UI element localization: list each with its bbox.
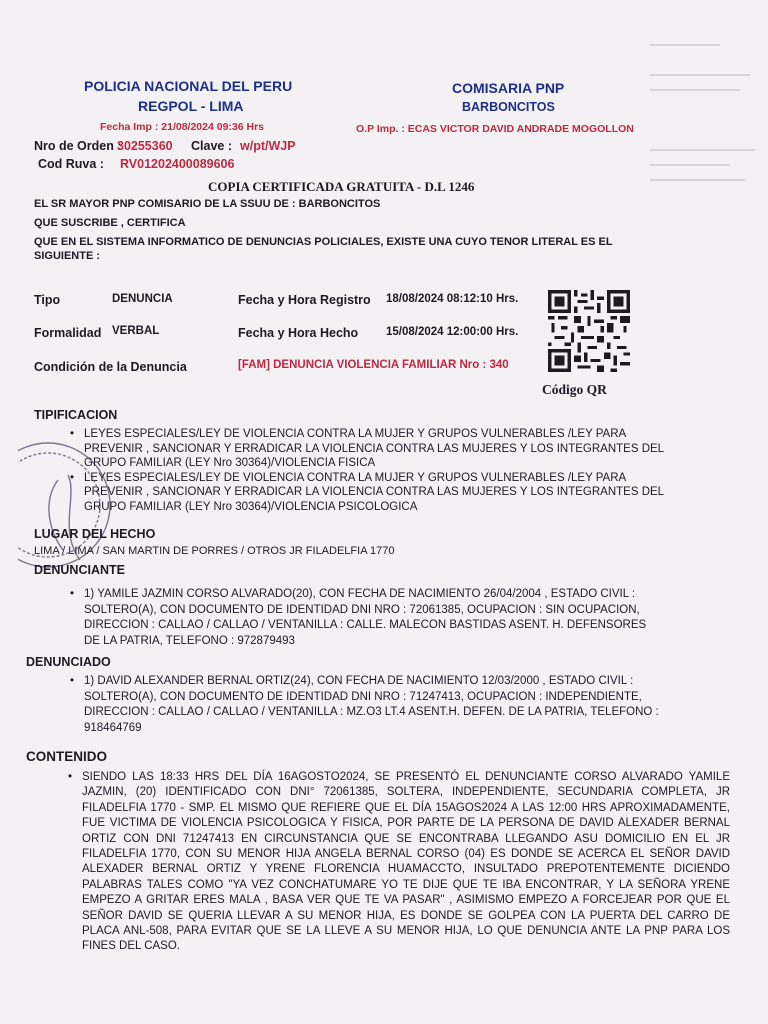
fecha-registro-value: 18/08/2024 08:12:10 Hrs. — [386, 293, 519, 305]
nro-orden-value: 30255360 — [117, 139, 173, 153]
fecha-registro-label: Fecha y Hora Registro — [238, 293, 371, 307]
intro-line-2: QUE SUSCRIBE , CERTIFICA — [34, 217, 186, 229]
cod-ruva-value: RV01202400089606 — [120, 157, 235, 171]
denunciado-title: DENUNCIADO — [26, 655, 111, 669]
tipificacion-item: • LEYES ESPECIALES/LEY DE VIOLENCIA CONTRA LA MUJER Y GRUPOS VULNERABLES /LEY PARA PREVENIR , SANCIONAR Y ERRADICAR LA VIOLENCIA CONTRA LAS MUJERES Y LOS INTEGRANTES DEL GRUPO FAMILIAR (LEY Nro 30364)/VIOLENCIA FISICA — [84, 427, 680, 471]
denunciado-list — [84, 674, 664, 736]
right-header-subtitle: BARBONCITOS — [462, 100, 555, 114]
qr-caption: Código QR — [542, 382, 607, 397]
bleed-through-ghost — [640, 30, 760, 210]
denunciante-item: • 1) YAMILE JAZMIN CORSO ALVARADO(20), CON FECHA DE NACIMIENTO 26/04/2004 , ESTADO CIVIL : SOLTERO(A), CON DOCUMENTO DE IDENTIDAD DNI NRO : 72061385, OCUPACION : SIN OCUPACION, DIRECCION : CALLAO / CALLAO / VENTANILLA : CALLE. MALECON BASTIDAS ASENT. H. DEFENSORES DE LA PATRIA, TELEFONO : 972879493 — [84, 587, 664, 649]
qr-code — [548, 290, 630, 372]
fecha-hecho-value: 15/08/2024 12:00:00 Hrs. — [386, 326, 519, 338]
denunciante-list — [84, 587, 664, 649]
contenido-title: CONTENIDO — [26, 749, 107, 764]
contenido-item: • SIENDO LAS 18:33 HRS DEL DÍA 16AGOSTO2024, SE PRESENTÓ EL DENUNCIANTE CORSO ALVARADO YAMILE JAZMIN, (20) IDENTIFICADO CON DNI° 72061385, SOLTERA, INDEPENDIENTE, SECUNDARIA COMPLETA, JR FILADELFIA 1770 - SMP. EL MISMO QUE REFIERE QUE EL DÍA 15AGOS2024 A LAS 12:00 HRS APROXIMADAMENTE, FUE VICTIMA DE VIOLENCIA PSICOLOGICA Y FISICA, POR PARTE DE LA PERSONA DE DAVID ALEXADER BERNAL ORTIZ CON DNI 71247413 EN CIRCUNSTANCIA QUE SE ENCONTRABA LLEGANDO ASU DOMICILIO EN EL JR FILADELFIA 1770, CON SU MENOR HIJA ANGELA BERNAL CORSO (04) ES DONDE SE ACERCA EL SEÑOR DAVID ALEXADER BERNAL ORTIZ Y YRENE FLORENCIA HUAMACCTO, INSULTADO PREPOTENTEMENTE DICIENDO PALABRAS TALES COMO "YA VEZ CONCHATUMARE YO TE DIJE QUE TE IBA ENCONTRAR, Y LA SEÑORA YRENE EMPEZO A GRITAR ERES MALA , BASA VER QUE TE VA PASAR" , ASIMISMO EMPEZO A FORCEJEAR POR QUE EL SEÑOR DAVID SE QUERIA LLEVAR A SU MENOR HIJA, ES DONDE SE GOLPEA CON LA PUERTA DEL CARRO DE PLACA ANL-508, PARA EVITAR QUE SE LA LLEVE A SU MENOR HIJA, LO QUE DENUNCIA ANTE LA PNP PARA LOS FINES DEL CASO. — [82, 770, 730, 955]
cod-ruva-label: Cod Ruva : — [38, 157, 104, 171]
operador-impresion: O.P Imp. : ECAS VICTOR DAVID ANDRADE MOGOLLON — [356, 123, 634, 135]
right-header-title: COMISARIA PNP — [452, 80, 565, 96]
fecha-impresion: Fecha Imp : 21/08/2024 09:36 Hrs — [100, 121, 265, 133]
nro-orden-label: Nro de Orden : — [34, 139, 122, 153]
intro-line-3: QUE EN EL SISTEMA INFORMATICO DE DENUNCIAS POLICIALES, EXISTE UNA CUYO TENOR LITERAL ES EL SIGUIENTE : — [34, 236, 613, 262]
fecha-hecho-label: Fecha y Hora Hecho — [238, 326, 359, 340]
intro-line-1: EL SR MAYOR PNP COMISARIO DE LA SSUU DE : BARBONCITOS — [34, 198, 381, 210]
tipo-label: Tipo — [34, 293, 61, 307]
tipificacion-title: TIPIFICACION — [34, 408, 118, 422]
lugar-title: LUGAR DEL HECHO — [34, 527, 156, 541]
denunciante-title: DENUNCIANTE — [34, 563, 125, 577]
left-header-subtitle: REGPOL - LIMA — [138, 98, 244, 114]
denunciado-item: • 1) DAVID ALEXANDER BERNAL ORTIZ(24), CON FECHA DE NACIMIENTO 12/03/2000 , ESTADO CIVIL : SOLTERO(A), CON DOCUMENTO DE IDENTIDAD DNI NRO : 71247413, OCUPACION : INDEPENDIENTE, DIRECCION : CALLAO / CALLAO / VENTANILLA : MZ.O3 LT.4 ASENT.H. DEFEN. DE LA PATRIA, TELEFONO : 918464769 — [84, 674, 664, 736]
clave-label: Clave : — [191, 139, 232, 153]
tipificacion-list — [84, 427, 680, 514]
tipo-value: DENUNCIA — [112, 293, 173, 305]
formalidad-label: Formalidad — [34, 326, 102, 340]
tipificacion-item: • LEYES ESPECIALES/LEY DE VIOLENCIA CONTRA LA MUJER Y GRUPOS VULNERABLES /LEY PARA PREVENIR , SANCIONAR Y ERRADICAR LA VIOLENCIA CONTRA LAS MUJERES Y LOS INTEGRANTES DEL GRUPO FAMILIAR (LEY Nro 30364)/VIOLENCIA PSICOLOGICA — [84, 471, 680, 515]
contenido-list — [82, 770, 730, 955]
condicion-value: [FAM] DENUNCIA VIOLENCIA FAMILIAR Nro : 340 — [238, 359, 509, 371]
document-title: COPIA CERTIFICADA GRATUITA - D.L 1246 — [208, 179, 475, 194]
left-header-title: POLICIA NACIONAL DEL PERU — [84, 78, 293, 94]
condicion-label: Condición de la Denuncia — [34, 360, 187, 374]
clave-value: w/pt/WJP — [240, 139, 296, 153]
formalidad-value: VERBAL — [112, 325, 160, 337]
lugar-value: LIMA / LIMA / SAN MARTIN DE PORRES / OTROS JR FILADELFIA 1770 — [34, 545, 395, 557]
